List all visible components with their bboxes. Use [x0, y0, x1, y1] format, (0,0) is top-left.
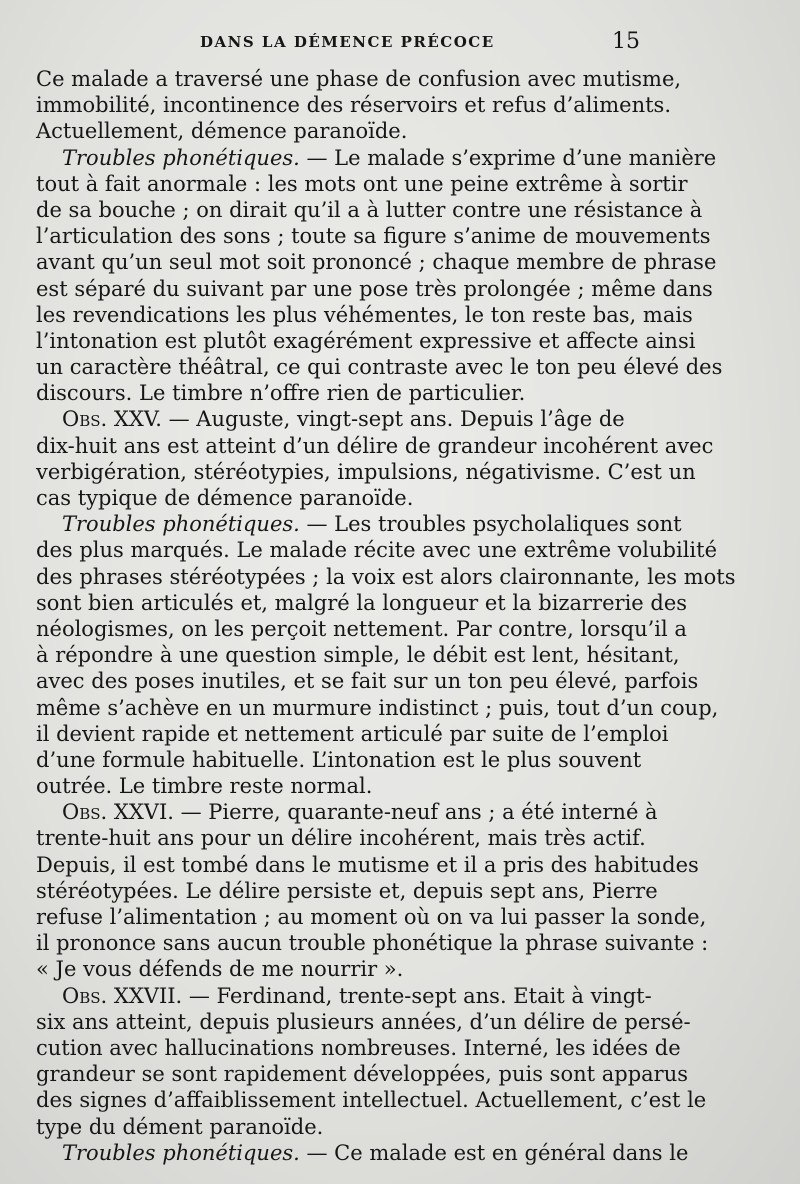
observation-heading-line — [36, 406, 640, 432]
section-heading-line — [36, 1140, 689, 1166]
text-line: six ans atteint, depuis plusieurs années, d’un délire de persé- — [36, 1009, 691, 1034]
text-line: discours. Le timbre n’offre rien de particulier. — [36, 381, 526, 406]
text-line: néologismes, on les perçoit nettement. Par contre, lorsqu’il a — [36, 616, 687, 641]
text-line: dix-huit ans est atteint d’un délire de grandeur incohérent avec — [36, 433, 714, 458]
text-line: l’intonation est plutôt exagérément expressive et affecte ainsi — [36, 328, 696, 353]
text-line: est séparé du suivant par une pose très prolongée ; même dans — [36, 276, 713, 301]
text-line: sont bien articulés et, malgré la longueur et la bizarrerie des — [36, 590, 688, 615]
text-line: grandeur se sont rapidement développées, puis sont apparus — [36, 1062, 688, 1087]
page-number: 15 — [612, 29, 640, 54]
observation-heading-line — [36, 983, 652, 1009]
observation-label: Obs. — [62, 983, 108, 1008]
section-label: Troubles phonétiques. — [62, 512, 300, 537]
observation-heading-line — [36, 799, 658, 825]
text-line: Troubles phonétiques. — Ce malade est en général dans le — [62, 1140, 689, 1165]
text-line: « Je vous défends de me nourrir ». — [36, 957, 404, 982]
running-title: DANS LA DÉMENCE PRÉCOCE — [200, 33, 495, 51]
section-heading-line — [36, 145, 717, 171]
text-line: verbigération, stéréotypies, impulsions, négativisme. C’est un — [36, 459, 696, 484]
text-line: type du dément paranoïde. — [36, 1114, 324, 1139]
text-line: de sa bouche ; on dirait qu’il a à lutter contre une résistance à — [36, 197, 703, 222]
text-line: à répondre à une question simple, le débit est lent, hésitant, — [36, 643, 680, 668]
section-label: Troubles phonétiques. — [62, 145, 300, 170]
text-line: avec des poses inutiles, et se fait sur un ton peu élevé, parfois — [36, 669, 699, 694]
text-line: des phrases stéréotypées ; la voix est alors claironnante, les mots — [36, 564, 736, 589]
text-line: Troubles phonétiques. — Les troubles psycholaliques sont — [62, 512, 682, 537]
text-line: Obs. XXVI. — Pierre, quarante-neuf ans ; a été interné à — [62, 800, 658, 825]
text-line: Depuis, il est tombé dans le mutisme et il a pris des habitudes — [36, 852, 699, 877]
text-line: l’articulation des sons ; toute sa figure s’anime de mouvements — [36, 224, 711, 249]
section-heading-line — [36, 511, 682, 537]
observation-label: Obs. — [62, 800, 108, 825]
text-line: Obs. XXVII. — Ferdinand, trente-sept ans. Etait à vingt- — [62, 983, 652, 1008]
text-line: Obs. XXV. — Auguste, vingt-sept ans. Depuis l’âge de — [62, 407, 625, 432]
section-label: Troubles phonétiques. — [62, 1140, 300, 1165]
running-head — [40, 29, 640, 55]
text-line: un caractère théâtral, ce qui contraste avec le ton peu élevé des — [36, 355, 723, 380]
text-line: les revendications les plus véhémentes, le ton reste bas, mais — [36, 302, 693, 327]
observation-label: Obs. — [62, 407, 108, 432]
text-line: cution avec hallucinations nombreuses. Interné, les idées de — [36, 1035, 681, 1060]
text-line: tout à fait anormale : les mots ont une peine extrême à sortir — [36, 171, 688, 196]
text-line: il prononce sans aucun trouble phonétique la phrase suivante : — [36, 931, 709, 956]
text-line: outrée. Le timbre reste normal. — [36, 774, 373, 799]
text-line: des signes d’affaiblissement intellectuel. Actuellement, c’est le — [36, 1088, 707, 1113]
text-line: refuse l’alimentation ; au moment où on va lui passer la sonde, — [36, 905, 707, 929]
body-text — [36, 66, 736, 1166]
text-line: des plus marqués. Le malade récite avec une extrême volubilité — [36, 538, 718, 563]
text-line: d’une formule habituelle. L’intonation est le plus souvent — [36, 747, 642, 772]
text-line: avant qu’un seul mot soit prononcé ; chaque membre de phrase — [36, 250, 717, 275]
text-line: même s’achève en un murmure indistinct ; puis, tout d’un coup, — [36, 695, 719, 720]
text-line: stéréotypées. Le délire persiste et, depuis sept ans, Pierre — [36, 878, 658, 903]
text-line: Actuellement, démence paranoïde. — [36, 119, 408, 144]
text-line: Troubles phonétiques. — Le malade s’exprime d’une manière — [62, 145, 717, 170]
text-line: cas typique de démence paranoïde. — [36, 486, 414, 510]
text-line: trente-huit ans pour un délire incohérent, mais très actif. — [36, 826, 646, 851]
text-line: il devient rapide et nettement articulé par suite de l’emploi — [36, 721, 669, 746]
text-line: immobilité, incontinence des réservoirs et refus d’aliments. — [36, 93, 671, 118]
text-line: Ce malade a traversé une phase de confusion avec mutisme, — [36, 67, 682, 91]
